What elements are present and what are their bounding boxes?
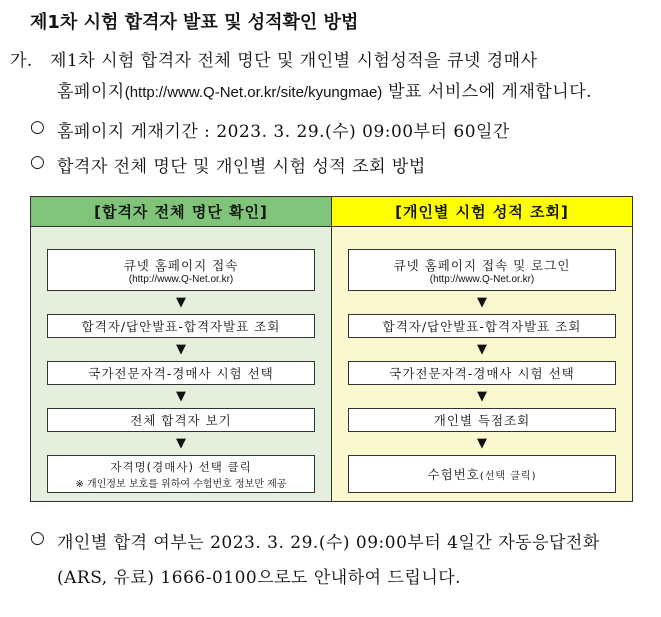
item-ga-prefix: 홈페이지 <box>57 82 125 102</box>
bullet-marker: ○ <box>30 152 46 172</box>
posting-period: 홈페이지 게재기간 : 2023. 3. 29.(수) 09:00부터 60일간 <box>57 122 510 142</box>
step-note: (선택 클릭) <box>479 470 537 482</box>
flow-step: 합격자/답안발표-합격자발표 조회 <box>348 314 616 338</box>
ars-line2: (ARS, 유료) 1666-0100으로도 안내하여 드립니다. <box>57 568 462 588</box>
flow-step: 국가전문자격-경매사 시험 선택 <box>348 361 616 385</box>
arrow-down-icon: ▼ <box>477 389 487 404</box>
section-title: 제1차 시험 합격자 발표 및 성적확인 방법 <box>30 12 359 33</box>
ars-line1: 개인별 합격 여부는 2023. 3. 29.(수) 09:00부터 4일간 자동응답전화 <box>57 533 600 553</box>
arrow-down-icon: ▼ <box>477 436 487 451</box>
step-text: 큐넷 홈페이지 접속 <box>123 257 239 273</box>
item-ga-line2 <box>57 77 592 102</box>
flow-step: 전체 합격자 보기 <box>47 408 315 432</box>
item-ga-marker: 가. <box>10 51 33 71</box>
flow-step: 국가전문자격-경매사 시험 선택 <box>47 361 315 385</box>
step-text: 자격명(경매사) 선택 클릭 <box>110 459 252 474</box>
flow-step: 개인별 득점조회 <box>348 408 616 432</box>
step-url: (http://www.Q-Net.or.kr) <box>128 273 234 285</box>
arrow-down-icon: ▼ <box>477 342 487 357</box>
bullet-marker: ○ <box>30 528 46 548</box>
item-ga-line1: 제1차 시험 합격자 전체 명단 및 개인별 시험성적을 큐넷 경매사 <box>50 51 538 71</box>
bullet-marker: ○ <box>30 117 46 137</box>
step-text: 큐넷 홈페이지 접속 및 로그인 <box>393 257 571 273</box>
flow-right-column <box>332 197 632 501</box>
flow-right-header: [개인별 시험 성적 조회] <box>332 197 632 227</box>
step-text: 수험번호 <box>427 467 480 482</box>
privacy-note: ※ 개인정보 보호를 위하여 수험번호 정보만 제공 <box>75 478 287 490</box>
arrow-down-icon: ▼ <box>477 295 487 310</box>
flow-step <box>47 249 315 291</box>
lookup-method-heading: 합격자 전체 명단 및 개인별 시험 성적 조회 방법 <box>57 157 426 177</box>
flow-step <box>348 455 616 493</box>
qnet-url: (http://www.Q-Net.or.kr/site/kyungmae) <box>124 84 383 101</box>
flow-left-header: [합격자 전체 명단 확인] <box>31 197 331 227</box>
arrow-down-icon: ▼ <box>176 342 186 357</box>
flow-left-column <box>31 197 332 501</box>
arrow-down-icon: ▼ <box>176 295 186 310</box>
flowchart-table <box>30 196 633 502</box>
step-url: (http://www.Q-Net.or.kr) <box>429 273 535 285</box>
flow-step <box>47 455 315 493</box>
arrow-down-icon: ▼ <box>176 436 186 451</box>
item-ga-suffix: 발표 서비스에 게재합니다. <box>382 82 593 102</box>
flow-step: 합격자/답안발표-합격자발표 조회 <box>47 314 315 338</box>
arrow-down-icon: ▼ <box>176 389 186 404</box>
flow-step <box>348 249 616 291</box>
